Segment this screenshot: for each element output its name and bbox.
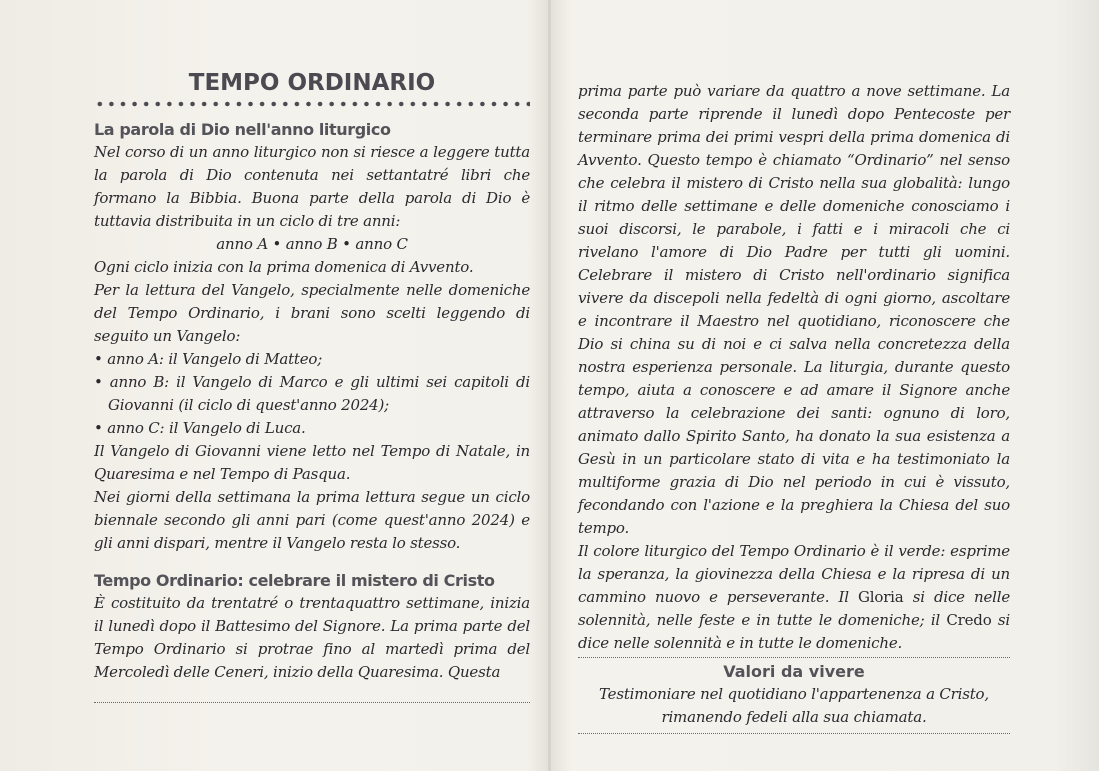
paragraph-intro: Nel corso di un anno liturgico non si riesce a leggere tutta la parola di Dio contenuta nei settantatré libri che formano la Bibbia. Buona parte della parola di Dio è tuttavia distribuita in un ciclo di tre anni: xyxy=(94,143,530,230)
values-line-2: rimanendo fedeli alla sua chiamata. xyxy=(661,708,927,726)
values-line-1: Testimoniare nel quotidiano l'appartenenza a Cristo, xyxy=(599,685,989,703)
paragraph-ciclo: Ogni ciclo inizia con la prima domenica di Avvento. xyxy=(94,258,474,276)
paragraph-continuazione: prima parte può variare da quattro a nove settimane. La seconda parte riprende il lunedì dopo Pentecoste per terminare prima dei primi vespri della prima domenica di Avvento. Questo tempo è chiamato “Ordinario” nel senso che celebra il mistero di Cristo nella sua globalità: lungo il ritmo delle settimane e delle domeniche conosciamo i suoi discorsi, le parabole, i fatti e i miracoli che ci rivelano l'amore di Dio Padre per tutti gli uomini. Celebrare il mistero di Cristo nell'ordinario significa vivere da discepoli nella fedeltà di ogni giorno, ascoltare e incontrare il Maestro nel quotidiano, riconoscere che Dio si china su di noi e ci salva nella concretezza della nostra esperienza personale. La liturgia, durante questo tempo, aiuta a conoscere e ad amare il Signore anche attraverso la celebrazione dei santi: ognuno di loro, animato dallo Spirito Santo, ha donato la sua esistenza a Gesù in un particolare stato di vita e ha testimoniato la multiforme grazia di Dio nel periodo in cui è vissuto, fecondando con l'azione e la preghiera la Chiesa del suo tempo. xyxy=(578,82,1010,537)
section-heading-parola: La parola di Dio nell'anno liturgico xyxy=(94,120,391,139)
paragraph-colore xyxy=(578,540,1010,655)
page-title: TEMPO ORDINARIO xyxy=(188,70,436,96)
paragraph-costituito: È costituito da trentatré o trentaquattro settimane, inizia il lunedì dopo il Battesimo del Signore. La prima parte del Tempo Ordinario si protrae fino al martedì prima del Mercoledì delle Ceneri, inizio della Quaresima. Questa xyxy=(94,594,530,681)
paragraph-giorni: Nei giorni della settimana la prima lettura segue un ciclo biennale secondo gli anni pari (come quest'anno 2024) e gli anni dispari, mentre il Vangelo resta lo stesso. xyxy=(94,488,530,552)
page-fold xyxy=(548,0,551,771)
left-page xyxy=(94,70,530,720)
values-bottom-rule xyxy=(578,733,1010,734)
section-heading-tempo-ordinario: Tempo Ordinario: celebrare il mistero di Cristo xyxy=(94,571,495,590)
list-item-anno-b: • anno B: il Vangelo di Marco e gli ultimi sei capitoli di Giovanni (il ciclo di quest'anno 2024); xyxy=(94,371,530,417)
cycle-line: anno A • anno B • anno C xyxy=(216,235,408,253)
right-page xyxy=(578,80,1011,726)
values-heading: Valori da vivere xyxy=(723,662,865,681)
list-item-anno-a: • anno A: il Vangelo di Matteo; xyxy=(94,348,530,371)
list-item-anno-c: • anno C: il Vangelo di Luca. xyxy=(94,417,530,440)
colore-text-1: Il colore liturgico del Tempo Ordinario è il verde: esprime la speranza, la giovinezza della Chiesa e la ripresa di un cammino nuovo e perseverante. Il xyxy=(578,542,1010,606)
paragraph-giovanni: Il Vangelo di Giovanni viene letto nel Tempo di Natale, in Quaresima e nel Tempo di Pasqua. xyxy=(94,442,530,483)
gloria-term: Gloria xyxy=(858,588,904,606)
values-top-rule xyxy=(578,657,1010,658)
colore-text-2: si dice nelle solennità, nelle feste e in tutte le domeniche; il xyxy=(578,588,1011,629)
paragraph-lettura: Per la lettura del Vangelo, specialmente nelle domeniche del Tempo Ordinario, i brani sono scelti leggendo di seguito un Vangelo: xyxy=(94,281,530,345)
title-dotted-rule xyxy=(94,100,530,108)
colore-text-3: si dice nelle solennità e in tutte le domeniche. xyxy=(578,611,1010,652)
bottom-dotted-rule xyxy=(94,702,530,703)
credo-term: Credo xyxy=(946,611,992,629)
